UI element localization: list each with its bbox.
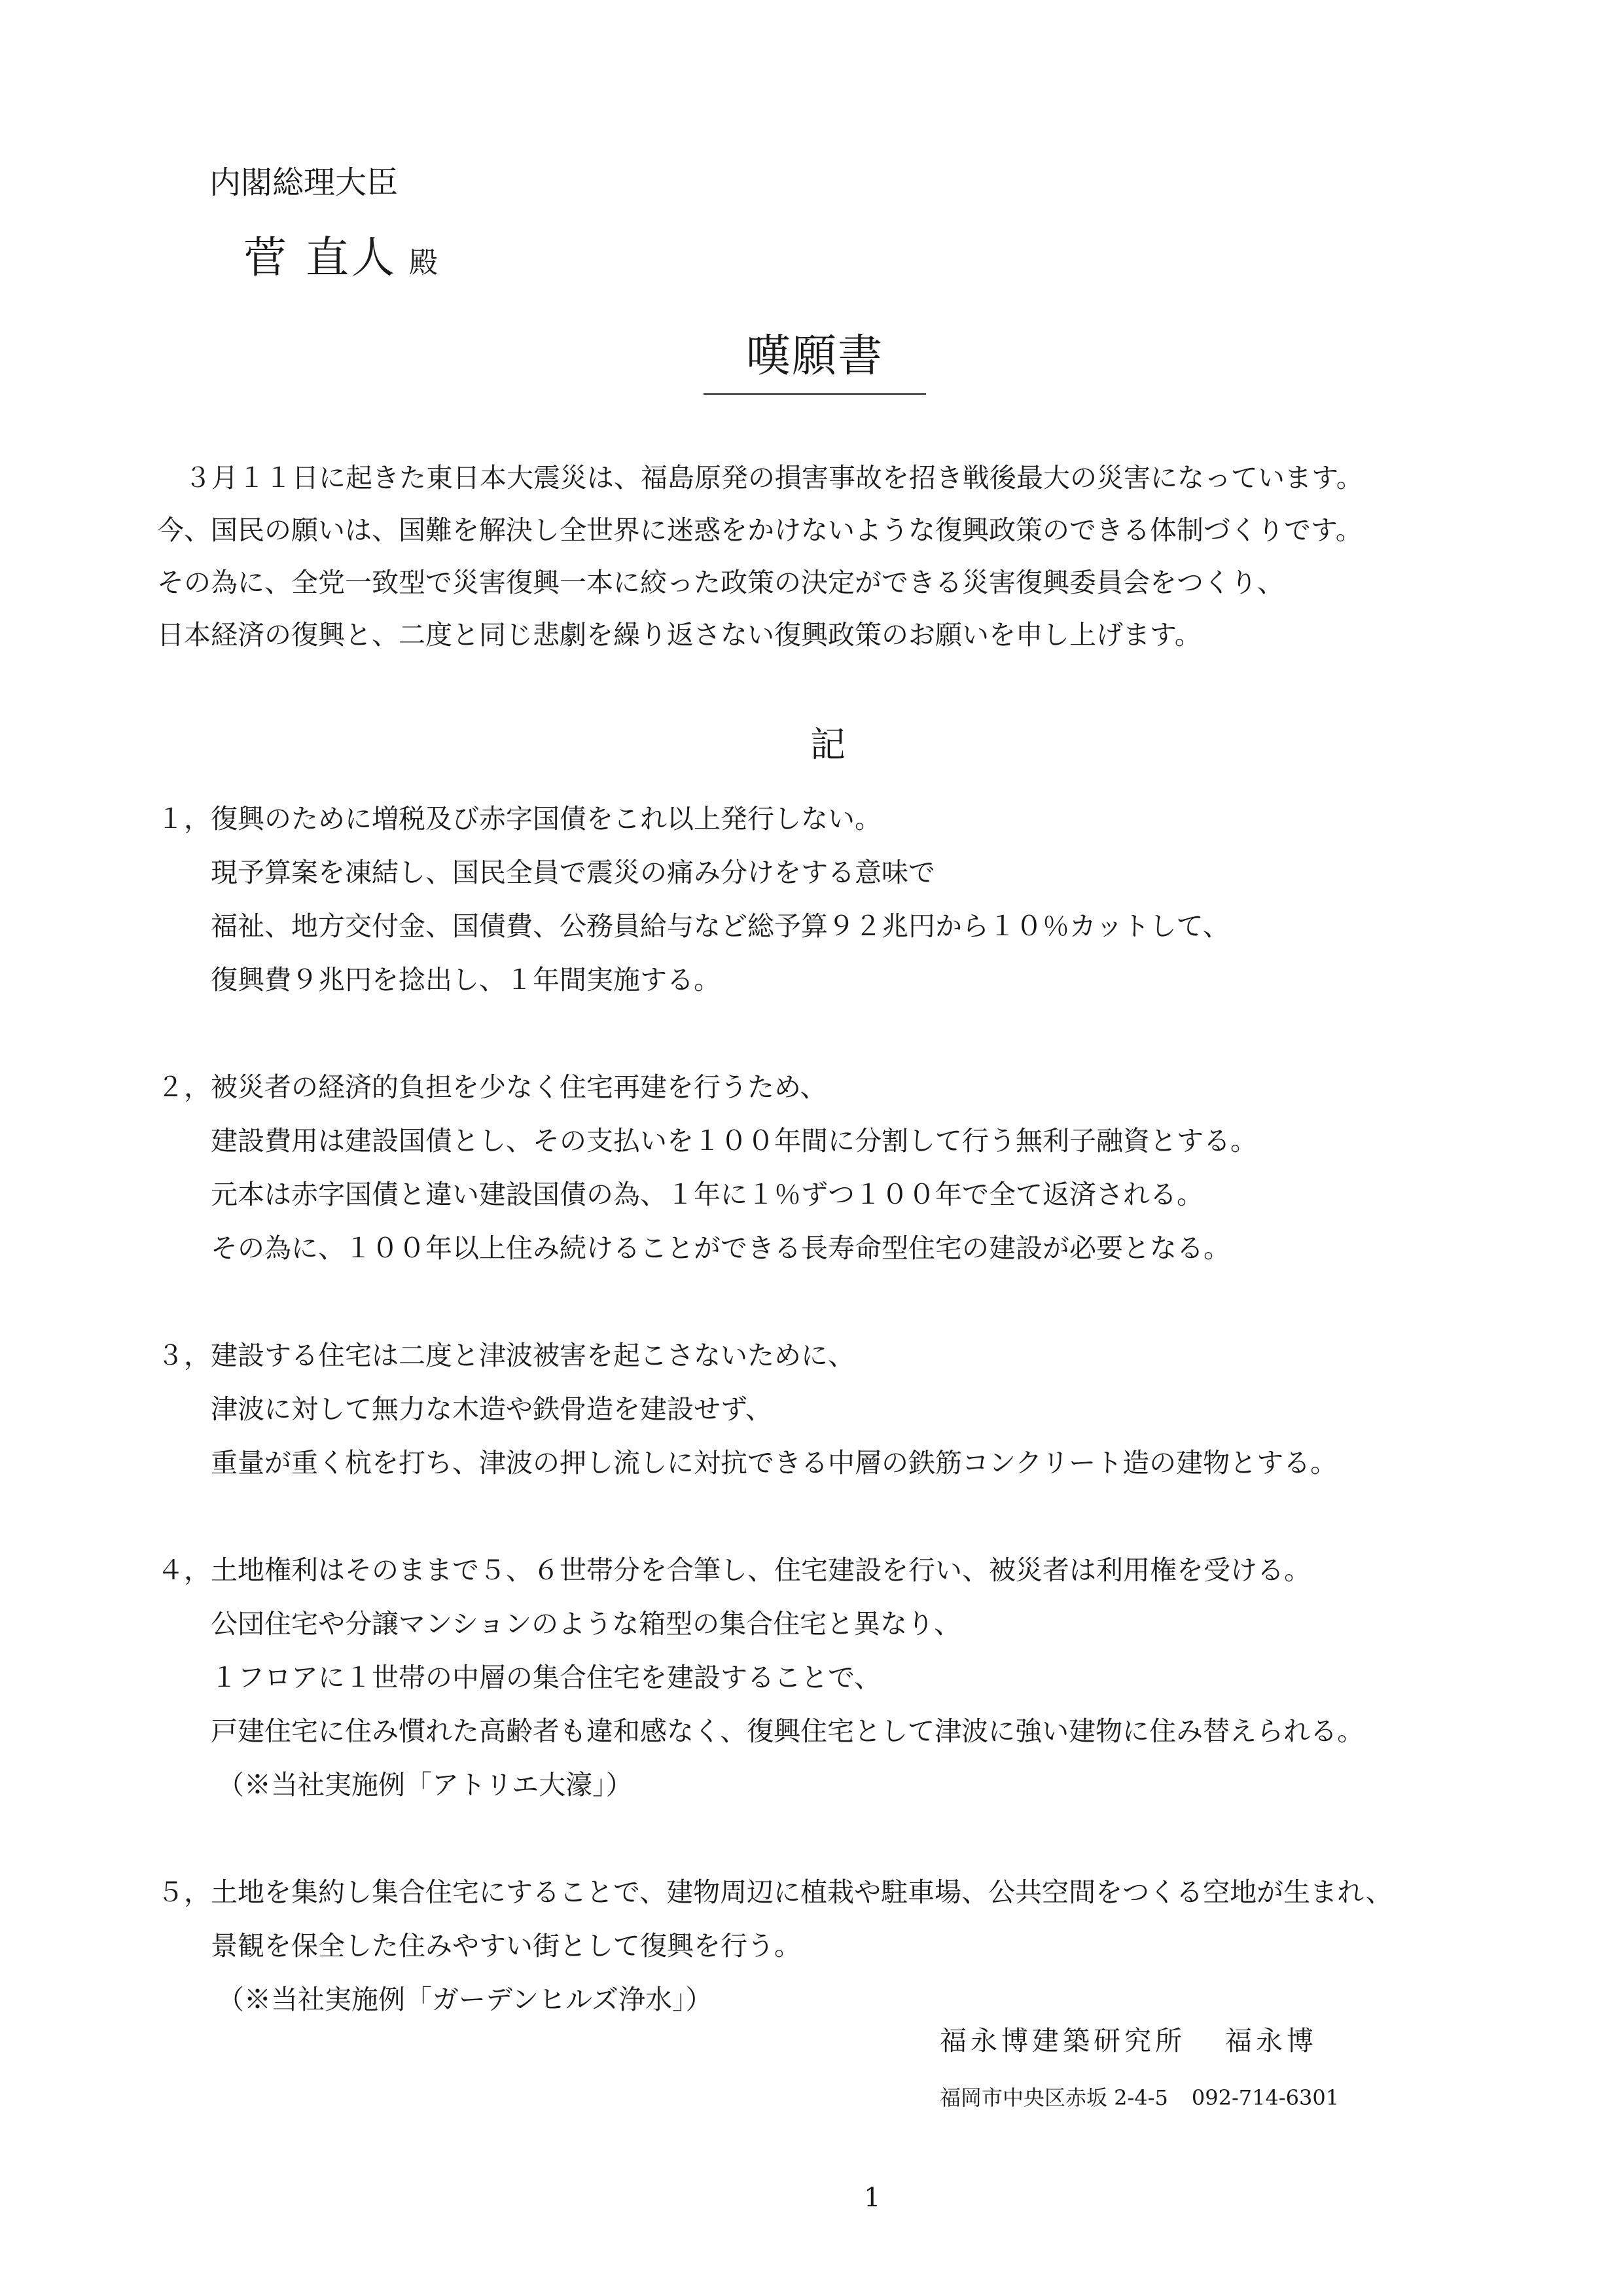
ki-heading: 記 — [810, 724, 846, 765]
item-first-line: 土地権利はそのままで５、６世帯分を合筆し、住宅建設を行い、被災者は利用権を受ける。 — [211, 1554, 1311, 1586]
item-note: （※当社実施例「ガーデンヒルズ浄水」） — [217, 1984, 713, 2015]
recipient-name: 菅 直人 — [243, 232, 397, 283]
item-number: １， — [157, 803, 211, 834]
item-number: ２， — [157, 1071, 211, 1103]
item-line: 公団住宅や分譲マンションのような箱型の集合住宅と異なり、 — [211, 1608, 961, 1640]
intro-line: その為に、全党一致型で災害復興一本に絞った政策の決定ができる災害復興委員会をつくり、 — [157, 567, 1284, 598]
recipient-honorific: 殿 — [408, 246, 440, 279]
item-line: 戸建住宅に住み慣れた高齢者も違和感なく、復興住宅として津波に強い建物に住み替えられる。 — [211, 1715, 1364, 1747]
signature-contact — [940, 2081, 1339, 2111]
list-item — [157, 1543, 1393, 1812]
item-list — [157, 792, 1393, 2080]
list-item — [157, 792, 1393, 1007]
document-title: 嘆願書 — [704, 321, 926, 395]
signature-address: 福岡市中央区赤坂 2-4-5 — [940, 2085, 1168, 2110]
item-number: ４， — [157, 1554, 211, 1586]
intro-line: ３月１１日に起きた東日本大震災は、福島原発の損害事故を招き戦後最大の災害になっています。 — [185, 462, 1363, 493]
item-number: ３， — [157, 1340, 211, 1371]
recipient-title: 内閣総理大臣 — [209, 164, 399, 201]
list-item — [157, 1060, 1393, 1275]
intro-line: 今、国民の願いは、国難を解決し全世界に迷惑をかけないような復興政策のできる体制づくりです。 — [157, 514, 1363, 546]
item-line: 重量が重く杭を打ち、津波の押し流しに対抗できる中層の鉄筋コンクリート造の建物とする。 — [211, 1447, 1338, 1479]
item-first-line: 被災者の経済的負担を少なく住宅再建を行うため、 — [211, 1071, 827, 1103]
item-line: 津波に対して無力な木造や鉄骨造を建設せず、 — [211, 1393, 772, 1425]
item-first-line: 建設する住宅は二度と津波被害を起こさないために、 — [211, 1340, 855, 1371]
item-line: 建設費用は建設国債とし、その支払いを１００年間に分割して行う無利子融資とする。 — [211, 1125, 1257, 1157]
intro-line: 日本経済の復興と、二度と同じ悲劇を繰り返さない復興政策のお願いを申し上げます。 — [157, 619, 1202, 651]
item-line: 元本は赤字国債と違い建設国債の為、１年に１％ずつ１００年で全て返済される。 — [211, 1179, 1204, 1210]
signature-person: 福永博 — [1225, 2025, 1317, 2056]
signature-phone: 092-714-6301 — [1191, 2085, 1340, 2110]
item-line: １フロアに１世帯の中層の集合住宅を建設することで、 — [211, 1662, 882, 1693]
page-number: 1 — [864, 2183, 881, 2213]
item-line: 復興費９兆円を捻出し、１年間実施する。 — [211, 964, 721, 996]
signature — [940, 2019, 1317, 2058]
item-line: 景観を保全した住みやすい街として復興を行う。 — [211, 1930, 801, 1962]
item-first-line: 土地を集約し集合住宅にすることで、建物周辺に植栽や駐車場、公共空間をつくる空地が生まれ、 — [211, 1876, 1393, 1908]
item-note: （※当社実施例「アトリエ大濠」） — [217, 1769, 633, 1801]
list-item — [157, 1865, 1393, 2026]
item-line: 福祉、地方交付金、国債費、公務員給与など総予算９２兆円から１０％カットして、 — [211, 910, 1230, 942]
list-item — [157, 1329, 1393, 1490]
item-number: ５， — [157, 1876, 211, 1908]
item-line: 現予算案を凍結し、国民全員で震災の痛み分けをする意味で — [211, 857, 935, 888]
item-line: その為に、１００年以上住み続けることができる長寿命型住宅の建設が必要となる。 — [211, 1232, 1230, 1264]
recipient-block — [243, 223, 440, 285]
item-first-line: 復興のために増税及び赤字国債をこれ以上発行しない。 — [211, 803, 882, 834]
intro-paragraph — [157, 452, 1363, 661]
signature-office: 福永博建築研究所 — [940, 2025, 1186, 2056]
